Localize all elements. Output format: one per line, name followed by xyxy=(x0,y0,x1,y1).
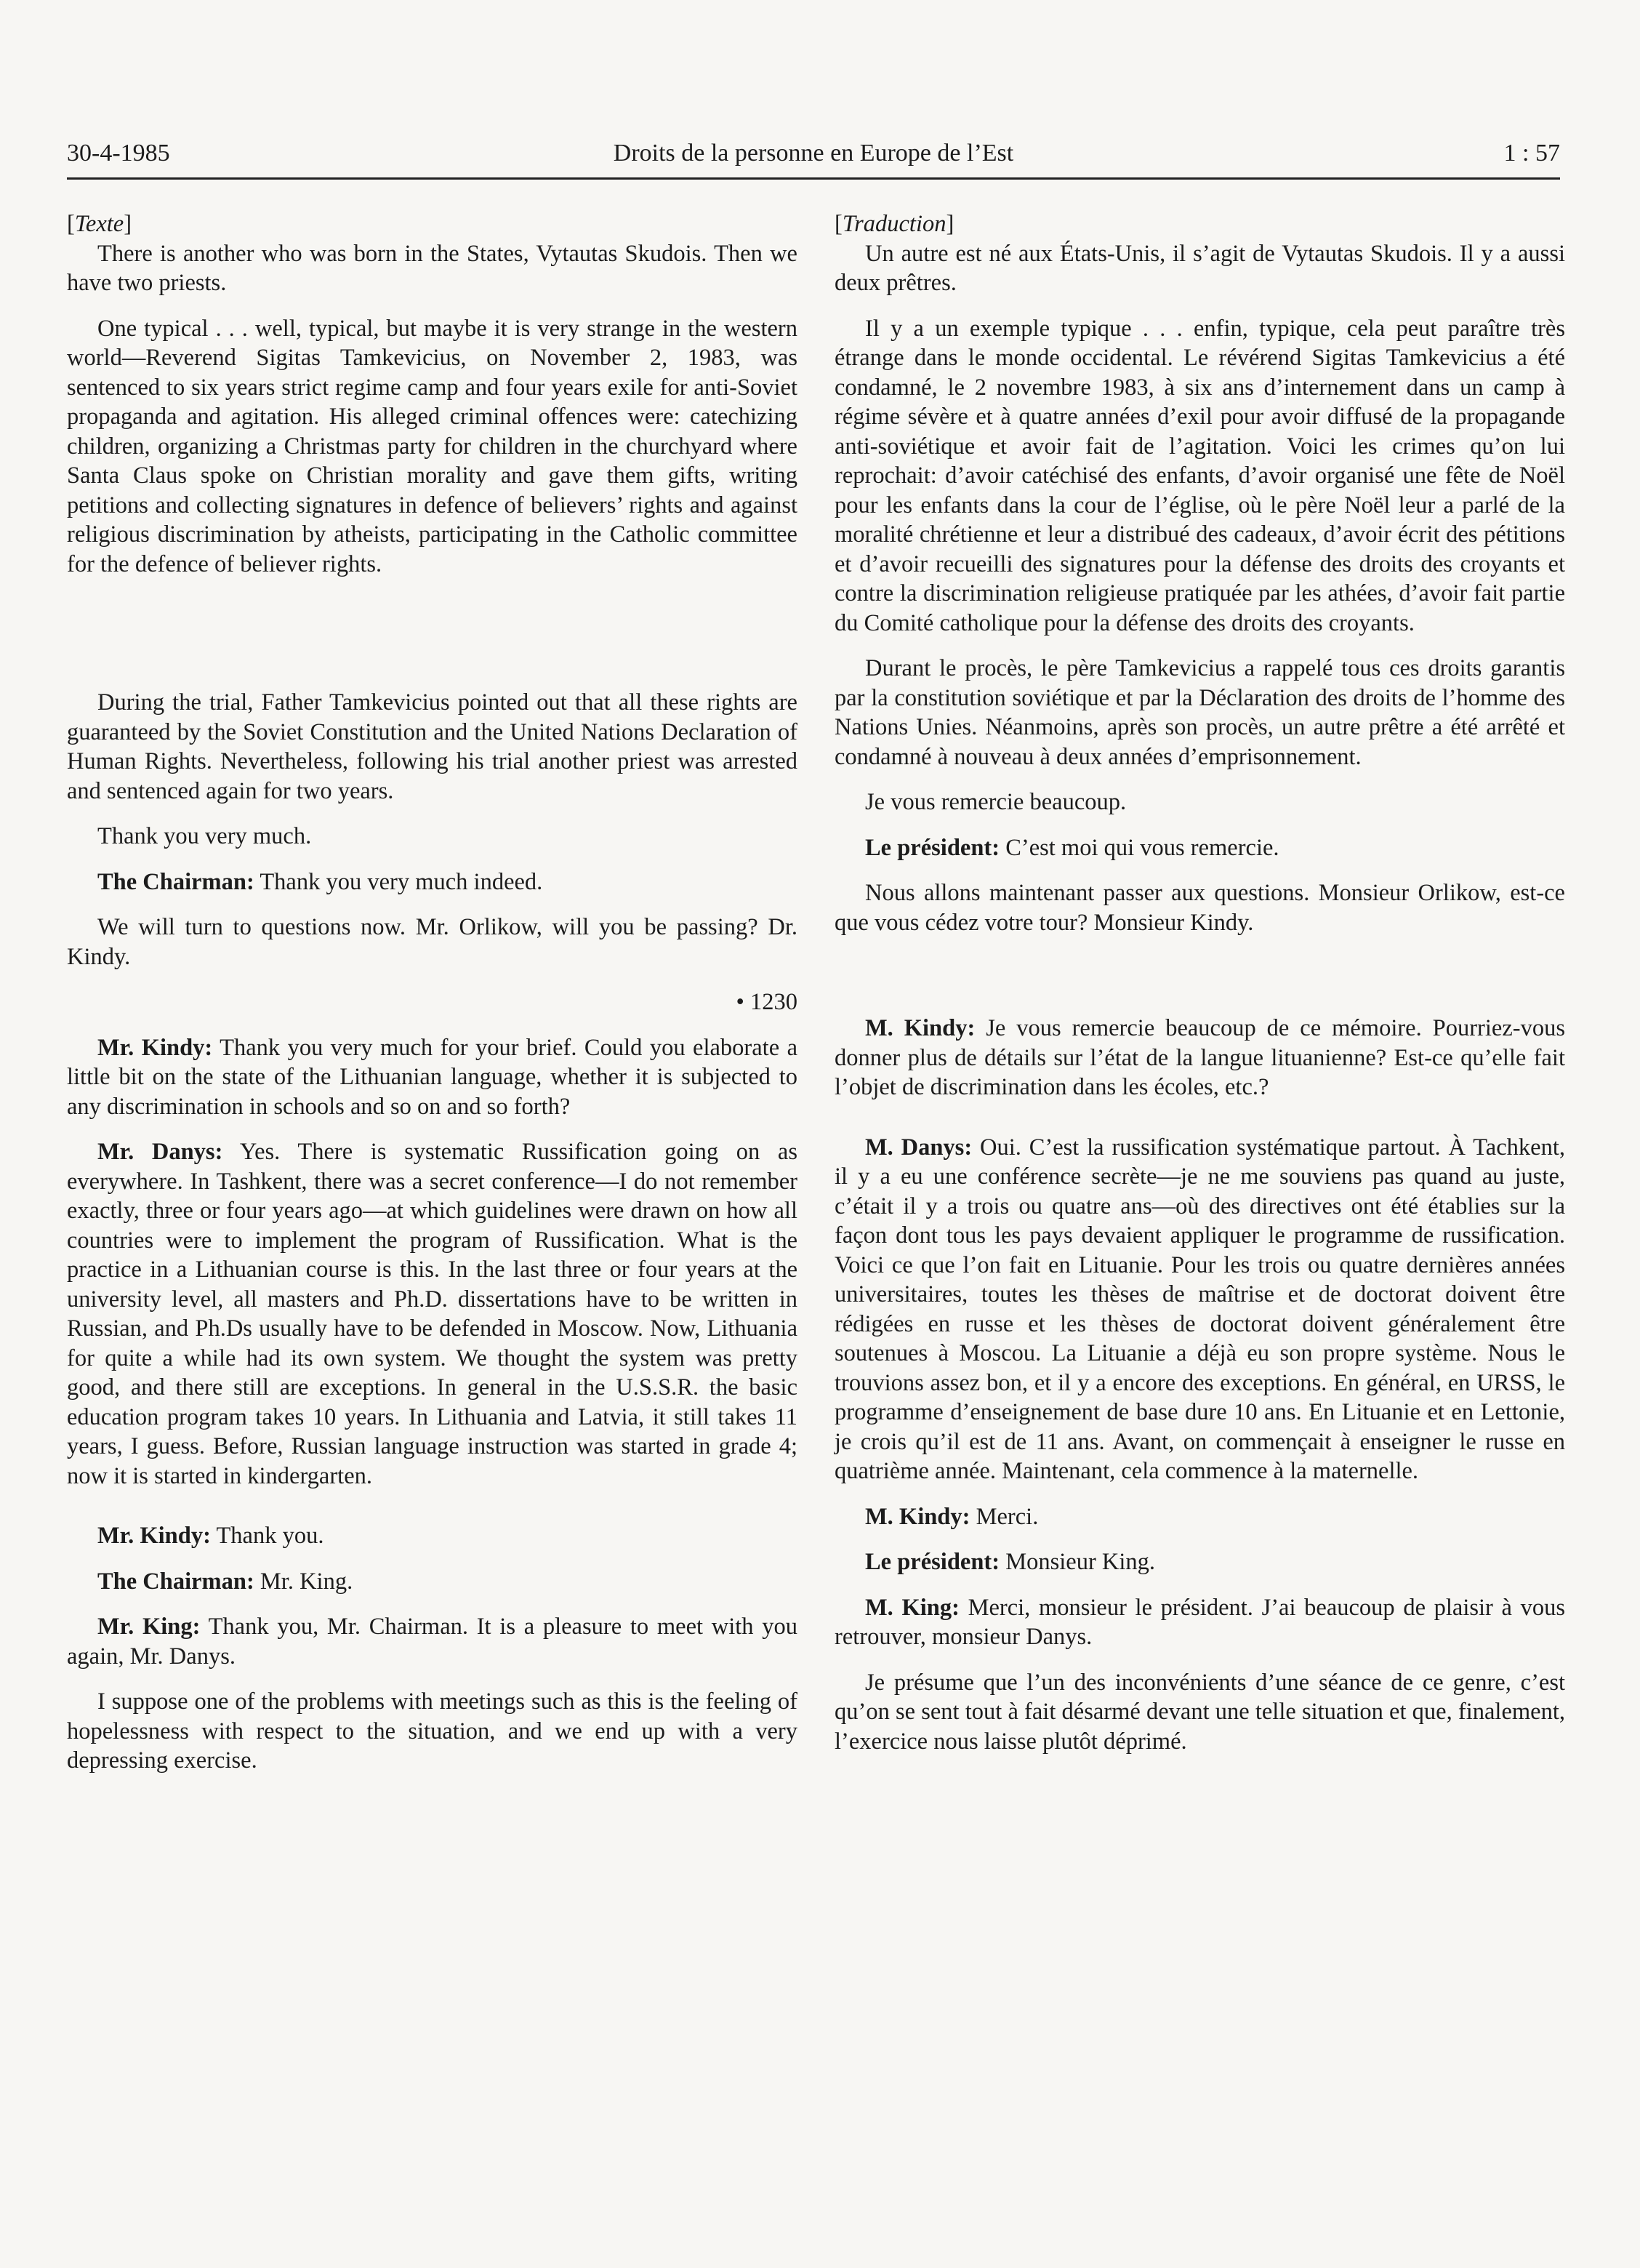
french-column xyxy=(835,209,1565,1756)
paragraph: Un autre est né aux États-Unis, il s’agit de Vytautas Skudois. Il y a aussi deux prêtres. xyxy=(835,240,1565,296)
page-header xyxy=(67,137,1560,180)
paragraph: Nous allons maintenant passer aux questions. Monsieur Orlikow, est-ce que vous cédez votre tour? Monsieur Kindy. xyxy=(835,880,1565,936)
speaker-name: The Chairman: xyxy=(97,1568,254,1595)
speaker-name: Mr. Kindy: xyxy=(97,1523,211,1549)
speaker-name: M. Danys: xyxy=(865,1134,973,1161)
speaker-name: Le président: xyxy=(865,1549,1000,1575)
column-label: [Texte] xyxy=(67,211,132,237)
speaker-paragraph: M. Danys: Oui. C’est la russification systématique partout. À Tachkent, il y a eu une conférence secrète—je ne me souviens pas quand au juste, c’était il y a trois ou quatre ans—où des directives ont été établies sur la façon dont tous les pays devaient appliquer le programme de russification. Voici ce que l’on fait en Lituanie. Pour les trois ou quatre dernières années universitaires, toutes les thèses de maîtrise et de doctorat doivent être rédigées en russe et les thèses de doctorat doivent généralement être soutenues à Moscou. La Lituanie a déjà eu son propre système. Nous le trouvions assez bon, et il y a encore des exceptions. En général, en URSS, le programme d’enseignement de base dure 10 ans. En Lituanie et en Lettonie, je crois qu’il est de 11 ans. Avant, on commençait à enseigner le russe en quatrième année. Maintenant, cela commence à la maternelle. xyxy=(835,1134,1565,1484)
speaker-name: M. King: xyxy=(865,1594,960,1621)
speaker-paragraph: Mr. King: Thank you, Mr. Chairman. It is a pleasure to meet with you again, Mr. Danys. xyxy=(67,1614,797,1670)
header-page-number: 1 : 57 xyxy=(1503,140,1560,167)
speaker-paragraph: M. Kindy: Merci. xyxy=(865,1503,1039,1530)
speaker-name: M. Kindy: xyxy=(865,1503,970,1530)
paragraph: Il y a un exemple typique . . . enfin, typique, cela peut paraître très étrange dans le monde occidental. Le révérend Sigitas Tamkevicius a été condamné, le 2 novembre 1983, à six ans d’internement dans un camp à régime sévère et à quatre années d’exil pour avoir diffusé de la propagande anti-soviétique et avoir fait de l’agitation. Voici les crimes qu’on lui reprochait: d’avoir catéchisé des enfants, d’avoir organisé une fête de Noël pour les enfants dans la cour de l’église, où le père Noël leur a parlé de la moralité chrétienne et leur a distribué des cadeaux, d’avoir écrit des pétitions et d’avoir recueilli des signatures pour la défense des droits des croyants et contre la discrimination religieuse pratiquée par les athées, d’avoir fait partie du Comité catholique pour la défense des droits des croyants. xyxy=(835,315,1565,636)
speaker-name: Mr. Danys: xyxy=(97,1139,223,1165)
speaker-paragraph: M. Kindy: Je vous remercie beaucoup de ce mémoire. Pourriez-vous donner plus de détails sur l’état de la langue lituanienne? Est-ce qu’elle fait l’objet de discrimination dans les écoles, etc.? xyxy=(835,1015,1565,1100)
paragraph: Je vous remercie beaucoup. xyxy=(865,789,1127,815)
speaker-paragraph: Le président: C’est moi qui vous remercie. xyxy=(865,834,1279,861)
column-label: [Traduction] xyxy=(835,211,954,237)
paragraph: Durant le procès, le père Tamkevicius a rappelé tous ces droits garantis par la constitution soviétique et par la Déclaration des droits de l’homme des Nations Unies. Néanmoins, après son procès, un autre prêtre a été arrêté et condamné à nouveau à deux années d’emprisonnement. xyxy=(835,655,1565,770)
time-marker: • 1230 xyxy=(736,989,797,1015)
paragraph: There is another who was born in the States, Vytautas Skudois. Then we have two priests. xyxy=(67,240,797,296)
paragraph: We will turn to questions now. Mr. Orlikow, will you be passing? Dr. Kindy. xyxy=(67,914,797,970)
speaker-paragraph: Mr. Danys: Yes. There is systematic Russification going on as everywhere. In Tashkent, there was a secret conference—I do not remember exactly, three or four years ago—at which guidelines were drawn on how all countries were to implement the program of Russification. What is the practice in a Lithuanian course is this. In the last three or four years at the university level, all masters and Ph.D. dissertations have to be written in Russian, and Ph.Ds usually have to be defended in Moscow. Now, Lithuania for quite a while had its own system. We thought the system was pretty good, and there still are exceptions. In general in the U.S.S.R. the basic education program takes 10 years. In Lithuania and Latvia, it still takes 11 years, I guess. Before, Russian language instruction was started in grade 4; now it is started in kindergarten. xyxy=(67,1139,797,1489)
speaker-paragraph: The Chairman: Thank you very much indeed. xyxy=(97,868,543,895)
paragraph: One typical . . . well, typical, but maybe it is very strange in the western world—Reverend Sigitas Tamkevicius, on November 2, 1983, was sentenced to six years strict regime camp and four years exile for anti-Soviet propaganda and agitation. His alleged criminal offences were: catechizing children, organizing a Christmas party for children in the churchyard where Santa Claus spoke on Christian morality and gave them gifts, writing petitions and collecting signatures in defence of believers’ rights and against religious discrimination by atheists, participating in the Catholic committee for the defence of believer rights. xyxy=(67,315,797,577)
paragraph: Thank you very much. xyxy=(97,823,312,849)
speaker-name: Mr. Kindy: xyxy=(97,1034,213,1061)
header-date: 30-4-1985 xyxy=(67,140,170,167)
paragraph: During the trial, Father Tamkevicius pointed out that all these rights are guaranteed by the Soviet Constitution and the United Nations Declaration of Human Rights. Nevertheless, following his trial another priest was arrested and sentenced again for two years. xyxy=(67,689,797,804)
speaker-paragraph: Mr. Kindy: Thank you very much for your brief. Could you elaborate a little bit on the state of the Lithuanian language, whether it is subjected to any discrimination in schools and so on and so forth? xyxy=(67,1034,797,1120)
speaker-name: M. Kindy: xyxy=(865,1015,976,1041)
speaker-paragraph: Mr. Kindy: Thank you. xyxy=(97,1523,324,1549)
speaker-paragraph: M. King: Merci, monsieur le président. J’ai beaucoup de plaisir à vous retrouver, monsieur Danys. xyxy=(835,1594,1565,1650)
speaker-paragraph: Le président: Monsieur King. xyxy=(865,1549,1156,1575)
english-column xyxy=(67,209,797,1776)
speaker-name: Mr. King: xyxy=(97,1614,201,1640)
speaker-name: The Chairman: xyxy=(97,868,254,895)
paragraph: Je présume que l’un des inconvénients d’une séance de ce genre, c’est qu’on se sent tout à fait désarmé devant une telle situation et que, finalement, l’exercice nous laisse plutôt déprimé. xyxy=(835,1669,1565,1755)
speaker-paragraph: The Chairman: Mr. King. xyxy=(97,1568,353,1595)
paragraph: I suppose one of the problems with meetings such as this is the feeling of hopelessness with respect to the situation, and we end up with a very depressing exercise. xyxy=(67,1688,797,1774)
header-title: Droits de la personne en Europe de l’Est xyxy=(613,140,1014,167)
speaker-name: Le président: xyxy=(865,834,1000,861)
